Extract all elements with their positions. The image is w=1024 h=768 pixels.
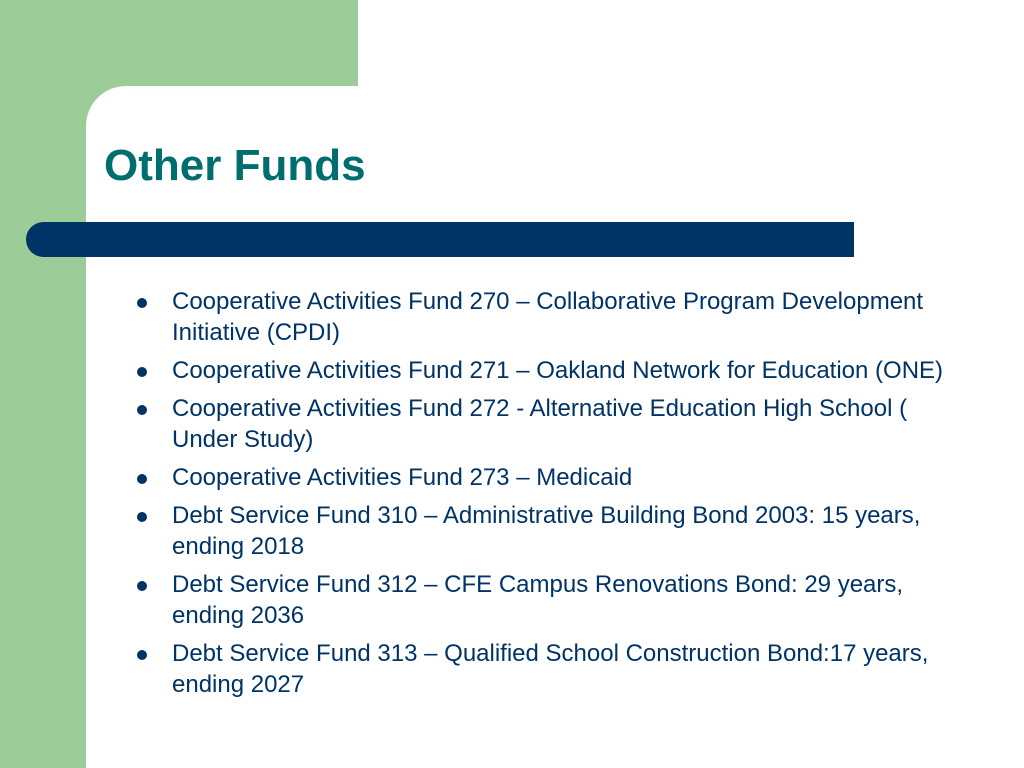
title-underline-bar [26,222,854,257]
bullet-item [130,355,950,386]
bullet-dot-icon [137,474,147,484]
bullet-dot-icon [137,367,147,377]
bullet-list [130,286,950,707]
bullet-item [130,286,950,348]
bullet-dot-icon [137,650,147,660]
bullet-text: Cooperative Activities Fund 271 – Oakland Network for Education (ONE) [172,357,944,384]
bullet-text: Debt Service Fund 313 – Qualified School Construction Bond:17 years, ending 2027 [172,640,929,698]
bullet-text: Cooperative Activities Fund 272 - Alternative Education High School ( Under Study) [172,395,908,453]
bullet-text: Debt Service Fund 310 – Administrative Building Bond 2003: 15 years, ending 2018 [172,502,921,560]
bullet-item [130,569,950,631]
bullet-dot-icon [137,298,147,308]
bullet-dot-icon [137,581,147,591]
bullet-item [130,462,950,493]
bullet-item [130,500,950,562]
bullet-item [130,638,950,700]
bullet-item [130,393,950,455]
bullet-dot-icon [137,512,147,522]
bullet-text: Cooperative Activities Fund 270 – Collaborative Program Development Initiative (CPDI) [172,288,924,346]
bullet-text: Debt Service Fund 312 – CFE Campus Renovations Bond: 29 years, ending 2036 [172,571,904,629]
bullet-text: Cooperative Activities Fund 273 – Medicaid [172,464,633,491]
bullet-dot-icon [137,405,147,415]
slide-title: Other Funds [104,141,366,190]
